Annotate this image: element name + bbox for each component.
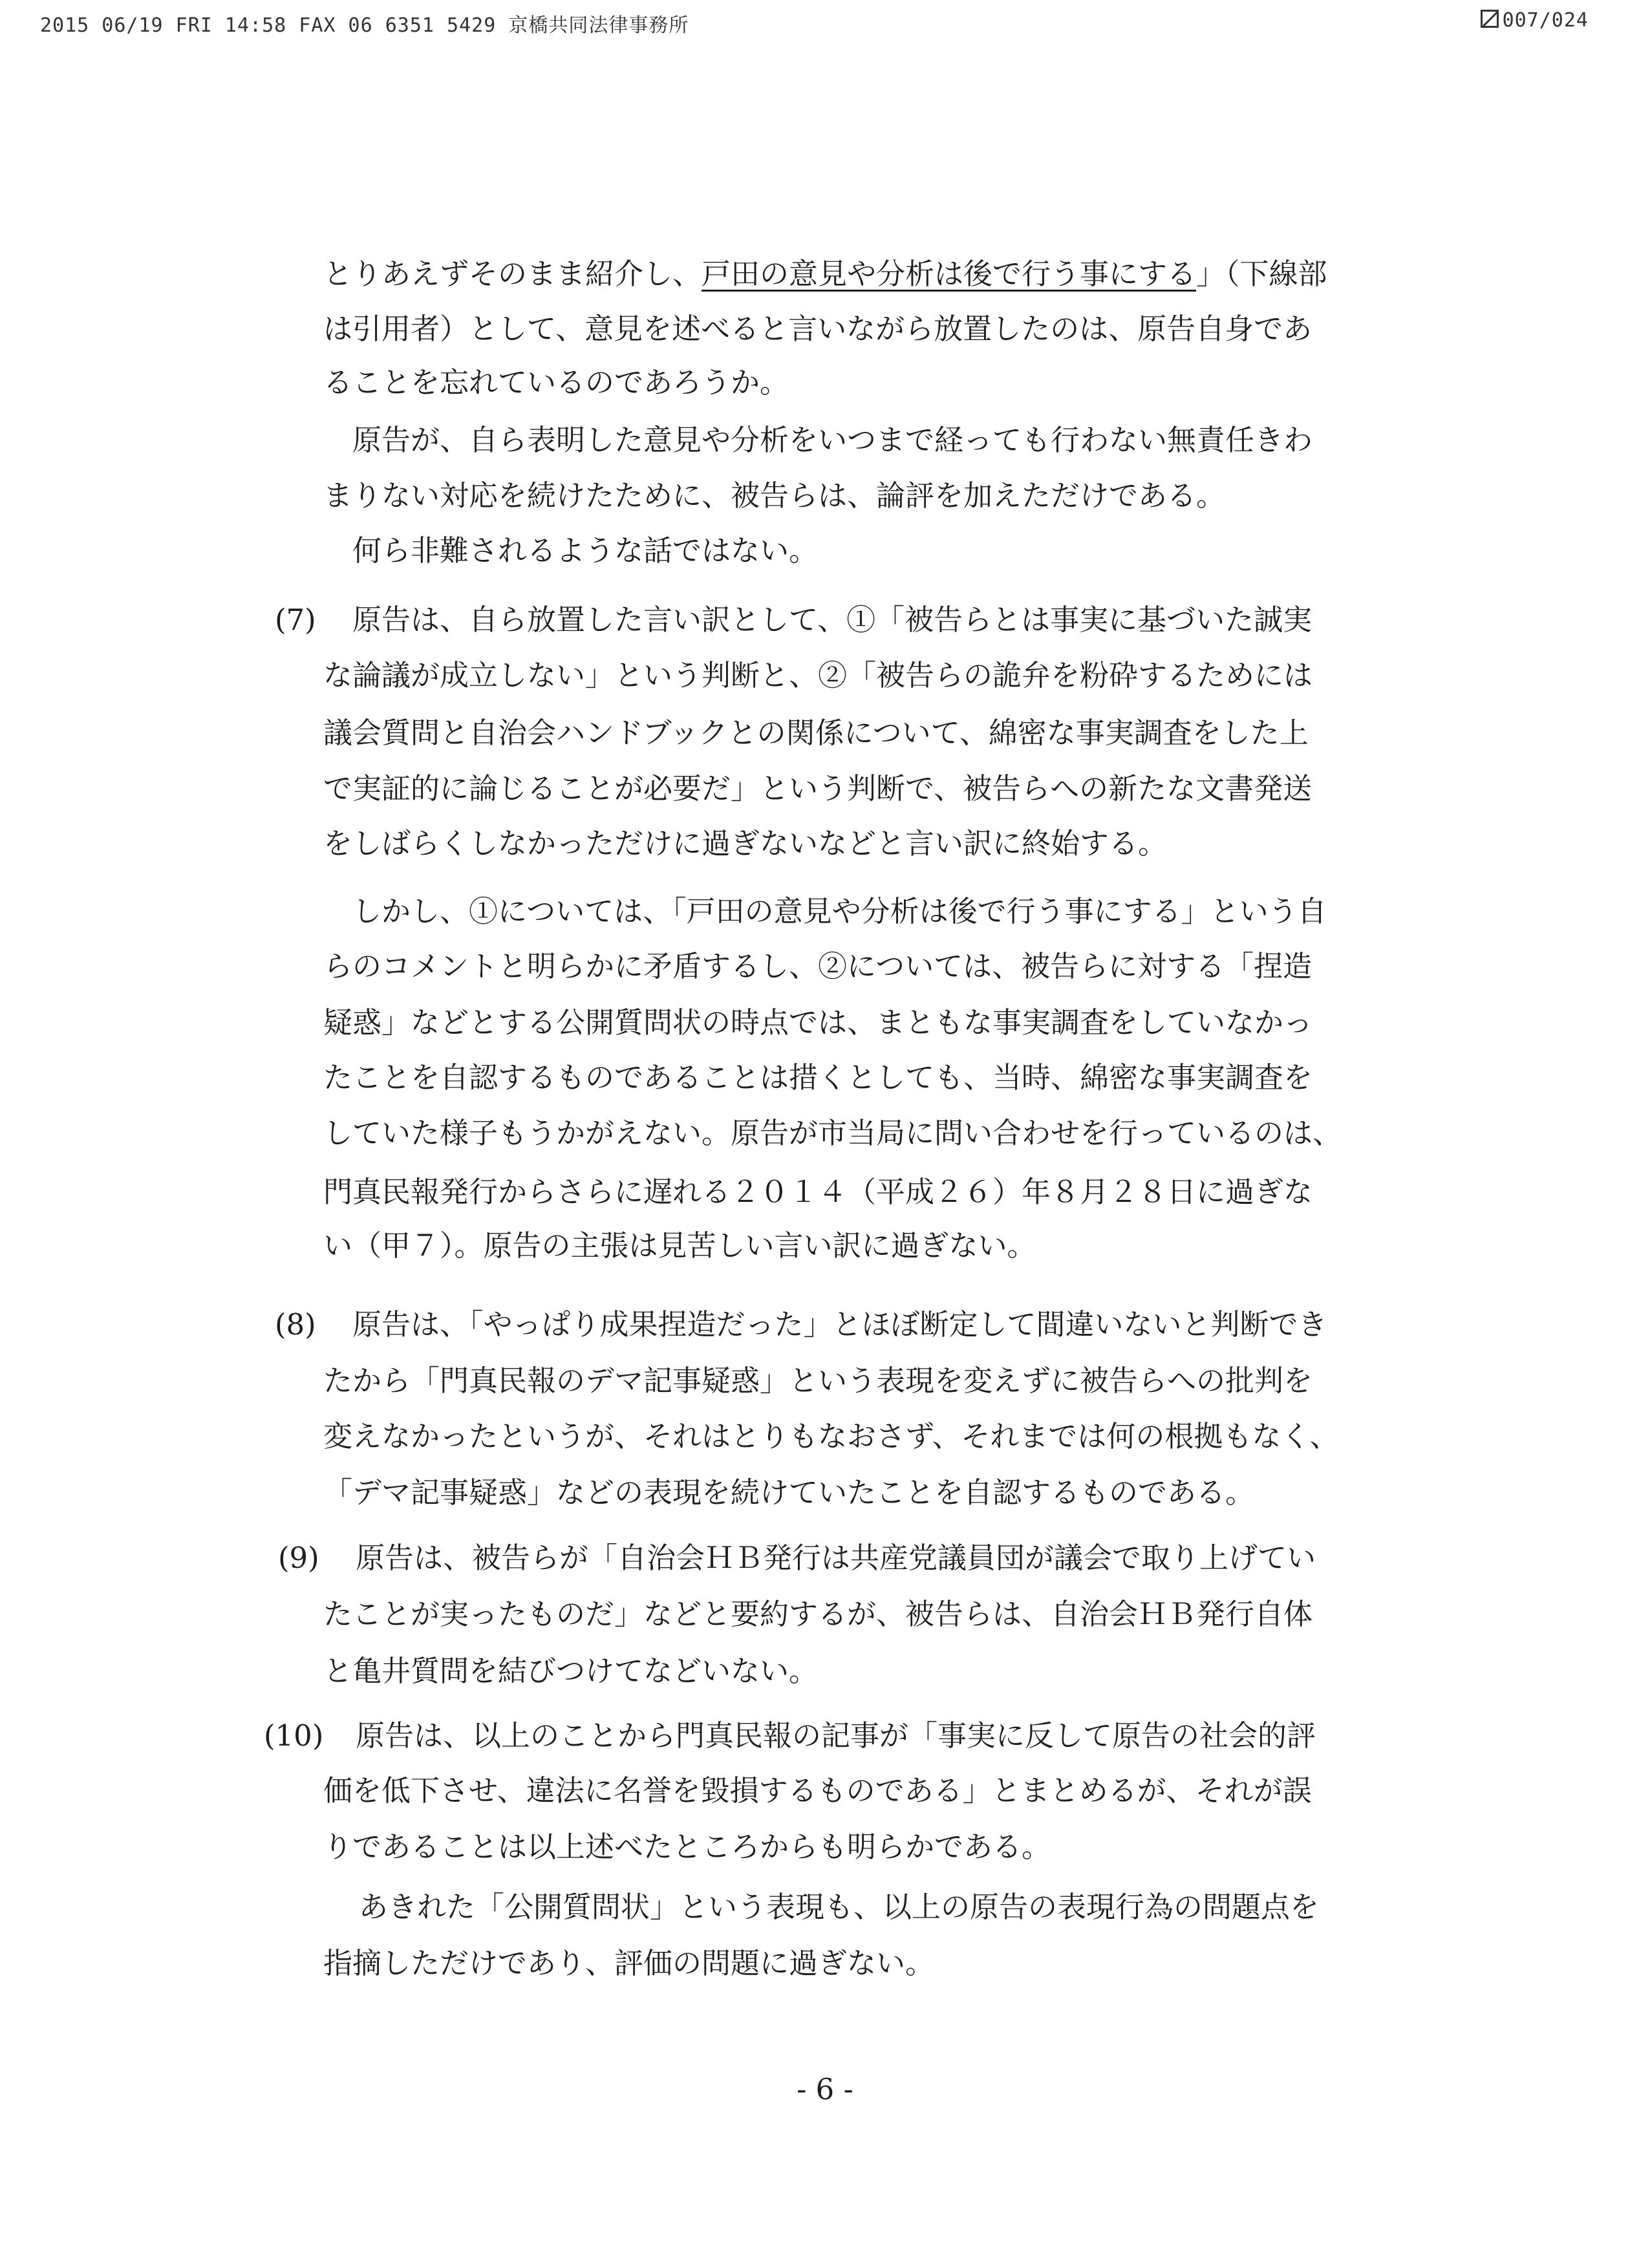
text-line: していた様子もうかがえない。原告が市当局に問い合わせを行っているのは、 (323, 1116, 1342, 1150)
text-line: しかし、①については、「戸田の意見や分析は後で行う事にする」という自 (352, 894, 1327, 928)
text-line: まりない対応を続けたために、被告らは、論評を加えただけである。 (323, 478, 1226, 513)
text-line: 門真民報発行からさらに遅れる２０１４（平成２６）年８月２８日に過ぎな (323, 1175, 1313, 1209)
text-line: 「デマ記事疑惑」などの表現を続けていたことを自認するものである。 (323, 1475, 1255, 1510)
text-line: で実証的に論じることが必要だ」という判断で、被告らへの新たな文書発送 (323, 771, 1312, 806)
text-line: 原告は、被告らが「自治会ＨＢ発行は共産党議員団が議会で取り上げてい (356, 1541, 1316, 1575)
underlined-quote: 戸田の意見や分析は後で行う事にする (702, 257, 1197, 291)
text-line: たことを自認するものであることは措くとしても、当時、綿密な事実調査を (323, 1060, 1313, 1095)
item-number: (10) (264, 1718, 324, 1753)
text-line: い（甲７）。原告の主張は見苦しい言い訳に過ぎない。 (323, 1228, 1036, 1263)
item-number: (8) (275, 1307, 316, 1342)
text-line: あきれた「公開質問状」という表現も、以上の原告の表現行為の問題点を (359, 1890, 1320, 1924)
text-line: ることを忘れているのであろうか。 (323, 365, 789, 400)
text-segment: とりあえずそのまま紹介し、 (323, 257, 702, 291)
text-line: 原告は、以上のことから門真民報の記事が「事実に反して原告の社会的評 (356, 1718, 1316, 1753)
text-line: 疑惑」などとする公開質問状の時点では、まともな事実調査をしていなかっ (323, 1005, 1313, 1040)
item-number: (9) (278, 1541, 319, 1575)
fax-page-value: 007/024 (1502, 9, 1589, 32)
text-line: は引用者）として、意見を述べると言いながら放置したのは、原告自身であ (323, 312, 1312, 346)
fax-transmission-line: 2015 06/19 FRI 14:58 FAX 06 6351 5429 京橋共同法律事務所 (40, 14, 689, 37)
text-line (323, 255, 1452, 294)
text-line: な論議が成立しない」という判断と、②「被告らの詭弁を粉砕するためには (323, 658, 1313, 692)
text-line: 何ら非難されるような話ではない。 (352, 533, 819, 568)
page-number: - 6 - (797, 2072, 853, 2106)
item-number: (7) (275, 603, 316, 637)
text-line: と亀井質問を結びつけてなどいない。 (323, 1654, 819, 1688)
text-line: 原告は、「やっぱり成果捏造だった」とほぼ断定して間違いないと判断でき (352, 1307, 1327, 1342)
text-line: りであることは以上述べたところからも明らかである。 (323, 1830, 1051, 1864)
text-line: をしばらくしなかっただけに過ぎないなどと言い訳に終始する。 (323, 826, 1168, 861)
text-line: 原告は、自ら放置した言い訳として、①「被告らとは事実に基づいた誠実 (352, 603, 1312, 637)
text-line: 議会質問と自治会ハンドブックとの関係について、綿密な事実調査をした上 (323, 716, 1309, 750)
text-line: 価を低下させ、違法に名誉を毀損するものである」とまとめるが、それが誤 (323, 1773, 1312, 1808)
text-segment: 」（下線部 (1196, 257, 1327, 291)
text-line: たから「門真民報のデマ記事疑惑」という表現を変えずに被告らへの批判を (323, 1364, 1313, 1398)
text-line: 変えなかったというが、それはとりもなおさず、それまでは何の根拠もなく、 (323, 1419, 1339, 1453)
text-line: たことが実ったものだ」などと要約するが、被告らは、自治会ＨＢ発行自体 (323, 1597, 1313, 1631)
text-line: 原告が、自ら表明した意見や分析をいつまで経っても行わない無責任きわ (352, 423, 1313, 457)
text-line: らのコメントと明らかに矛盾するし、②については、被告らに対する「捏造 (323, 949, 1312, 983)
text-line: 指摘しただけであり、評価の問題に過ぎない。 (323, 1946, 935, 1980)
